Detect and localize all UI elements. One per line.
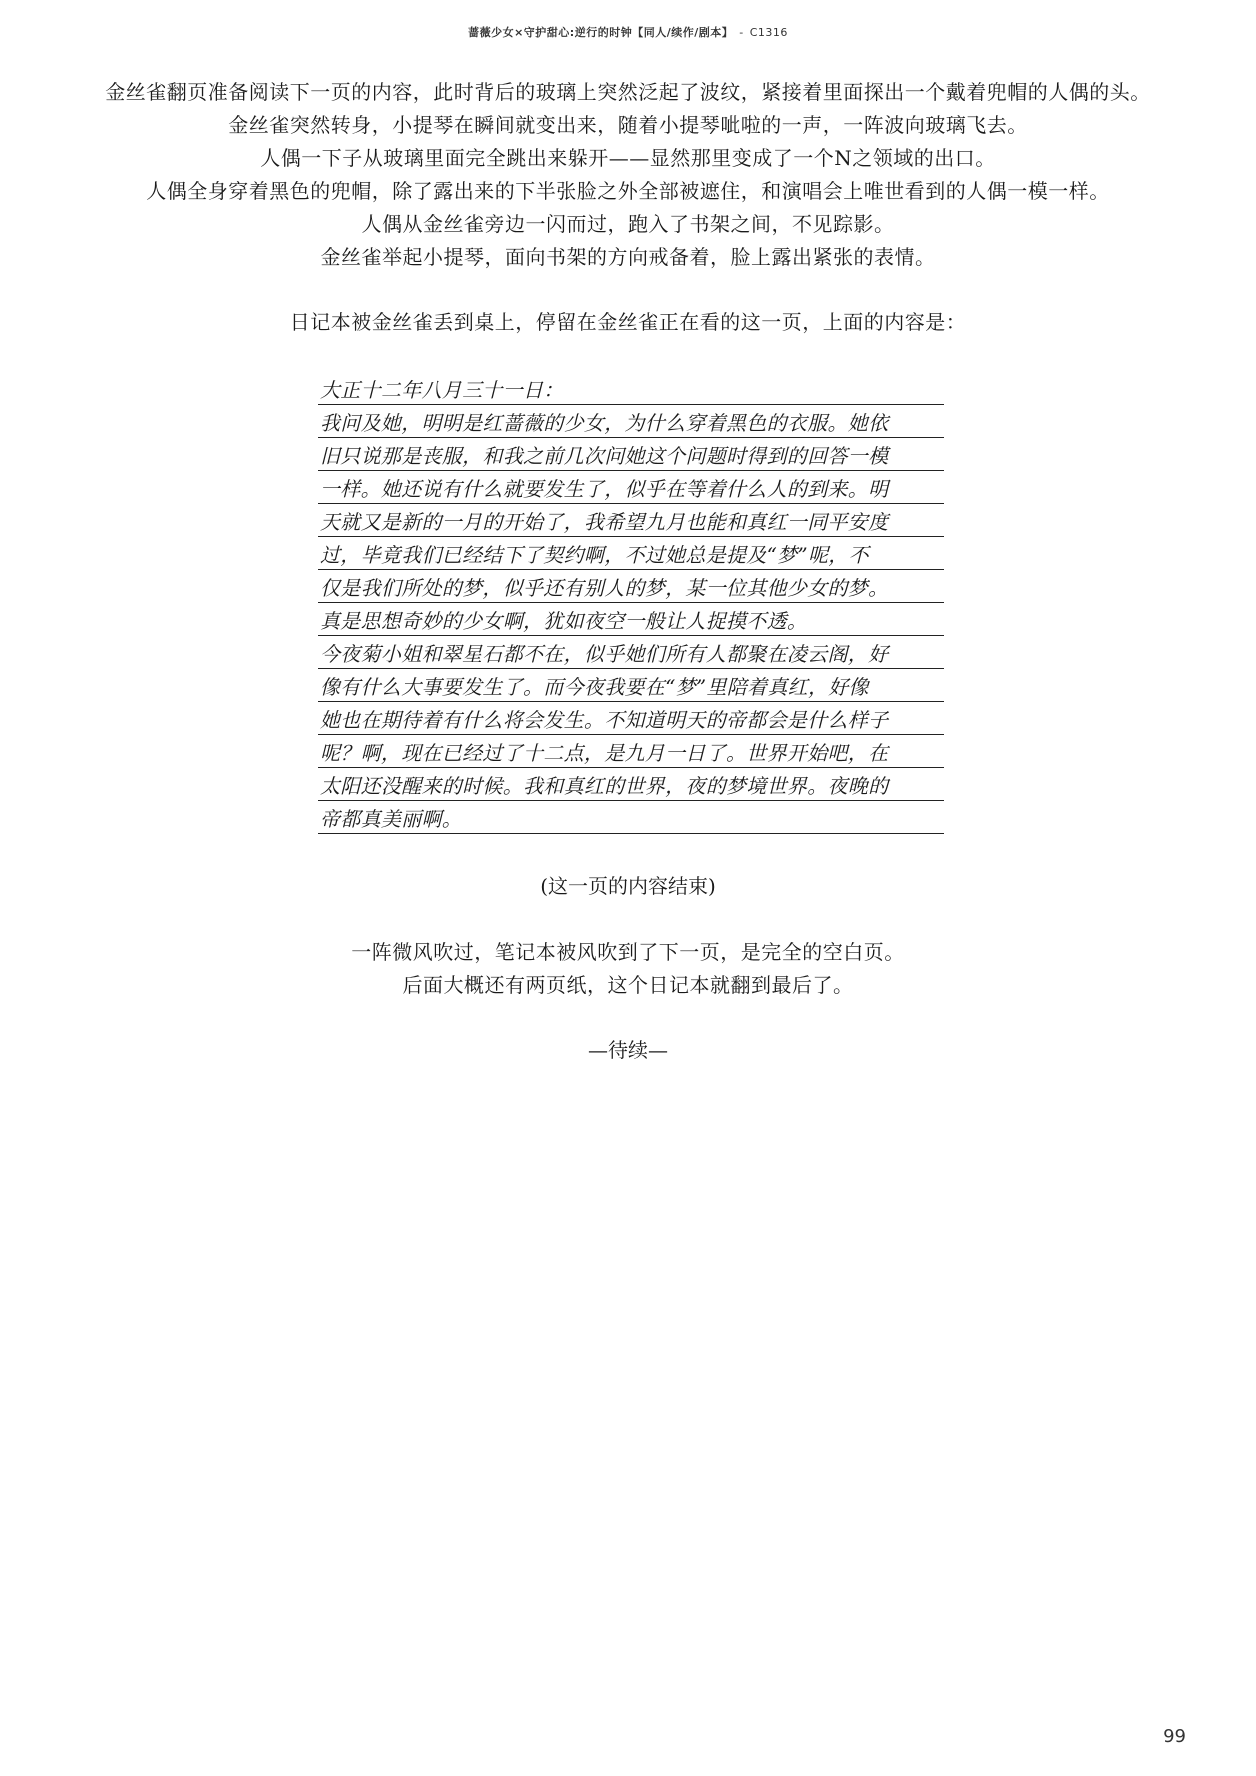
- diary-line: 过，毕竟我们已经结下了契约啊，不过她总是提及“梦”呢，不: [318, 537, 944, 570]
- page-header: [0, 24, 1256, 40]
- page-end-note: (这一页的内容结束): [540, 874, 716, 898]
- diary-line: 像有什么大事要发生了。而今夜我要在“梦”里陪着真红，好像: [318, 669, 944, 702]
- diary-line: 大正十二年八月三十一日：: [318, 372, 944, 405]
- diary-line: 太阳还没醒来的时候。我和真红的世界，夜的梦境世界。夜晚的: [318, 768, 944, 801]
- diary-line: 她也在期待着有什么将会发生。不知道明天的帝都会是什么样子: [318, 702, 944, 735]
- intro-paragraph: 人偶全身穿着黑色的兜帽，除了露出来的下半张脸之外全部被遮住，和演唱会上唯世看到的人偶一模一样。: [146, 179, 1110, 203]
- header-code: C1316: [749, 26, 788, 39]
- header-title: 蔷薇少女×守护甜心:逆行的时钟【同人/续作/剧本】: [468, 26, 734, 39]
- diary-line: 真是思想奇妙的少女啊，犹如夜空一般让人捉摸不透。: [318, 603, 944, 636]
- outro-paragraph: 一阵微风吹过，笔记本被风吹到了下一页，是完全的空白页。: [351, 940, 905, 964]
- intro-paragraph: 金丝雀突然转身，小提琴在瞬间就变出来，随着小提琴呲啦的一声，一阵波向玻璃飞去。: [228, 113, 1028, 137]
- intro-paragraph: 人偶一下子从玻璃里面完全跳出来躲开——显然那里变成了一个N之领域的出口。: [260, 146, 996, 170]
- outro-section: [0, 936, 1256, 1002]
- diary-line: 呢？啊，现在已经过了十二点，是九月一日了。世界开始吧，在: [318, 735, 944, 768]
- intro-paragraph: 金丝雀翻页准备阅读下一页的内容，此时背后的玻璃上突然泛起了波纹，紧接着里面探出一个戴着兜帽的人偶的头。: [105, 80, 1151, 104]
- diary-excerpt: [318, 372, 944, 834]
- diary-line: 我问及她，明明是红蔷薇的少女，为什么穿着黑色的衣服。她依: [318, 405, 944, 438]
- to-be-continued: —待续—: [588, 1038, 668, 1062]
- page-number: 99: [1163, 1726, 1186, 1747]
- diary-line: 帝都真美丽啊。: [318, 801, 944, 834]
- intro-paragraph: 金丝雀举起小提琴，面向书架的方向戒备着，脸上露出紧张的表情。: [320, 245, 936, 269]
- diary-lead-line: 日记本被金丝雀丢到桌上，停留在金丝雀正在看的这一页，上面的内容是：: [289, 310, 967, 334]
- diary-line: 仅是我们所处的梦，似乎还有别人的梦，某一位其他少女的梦。: [318, 570, 944, 603]
- diary-line: 旧只说那是丧服，和我之前几次问她这个问题时得到的回答一模: [318, 438, 944, 471]
- diary-line: 今夜菊小姐和翠星石都不在，似乎她们所有人都聚在凌云阁，好: [318, 636, 944, 669]
- diary-line: 天就又是新的一月的开始了，我希望九月也能和真红一同平安度: [318, 504, 944, 537]
- header-separator: -: [739, 26, 744, 39]
- intro-section: [0, 76, 1256, 274]
- outro-paragraph: 后面大概还有两页纸，这个日记本就翻到最后了。: [402, 973, 854, 997]
- intro-paragraph: 人偶从金丝雀旁边一闪而过，跑入了书架之间，不见踪影。: [361, 212, 895, 236]
- diary-line: 一样。她还说有什么就要发生了，似乎在等着什么人的到来。明: [318, 471, 944, 504]
